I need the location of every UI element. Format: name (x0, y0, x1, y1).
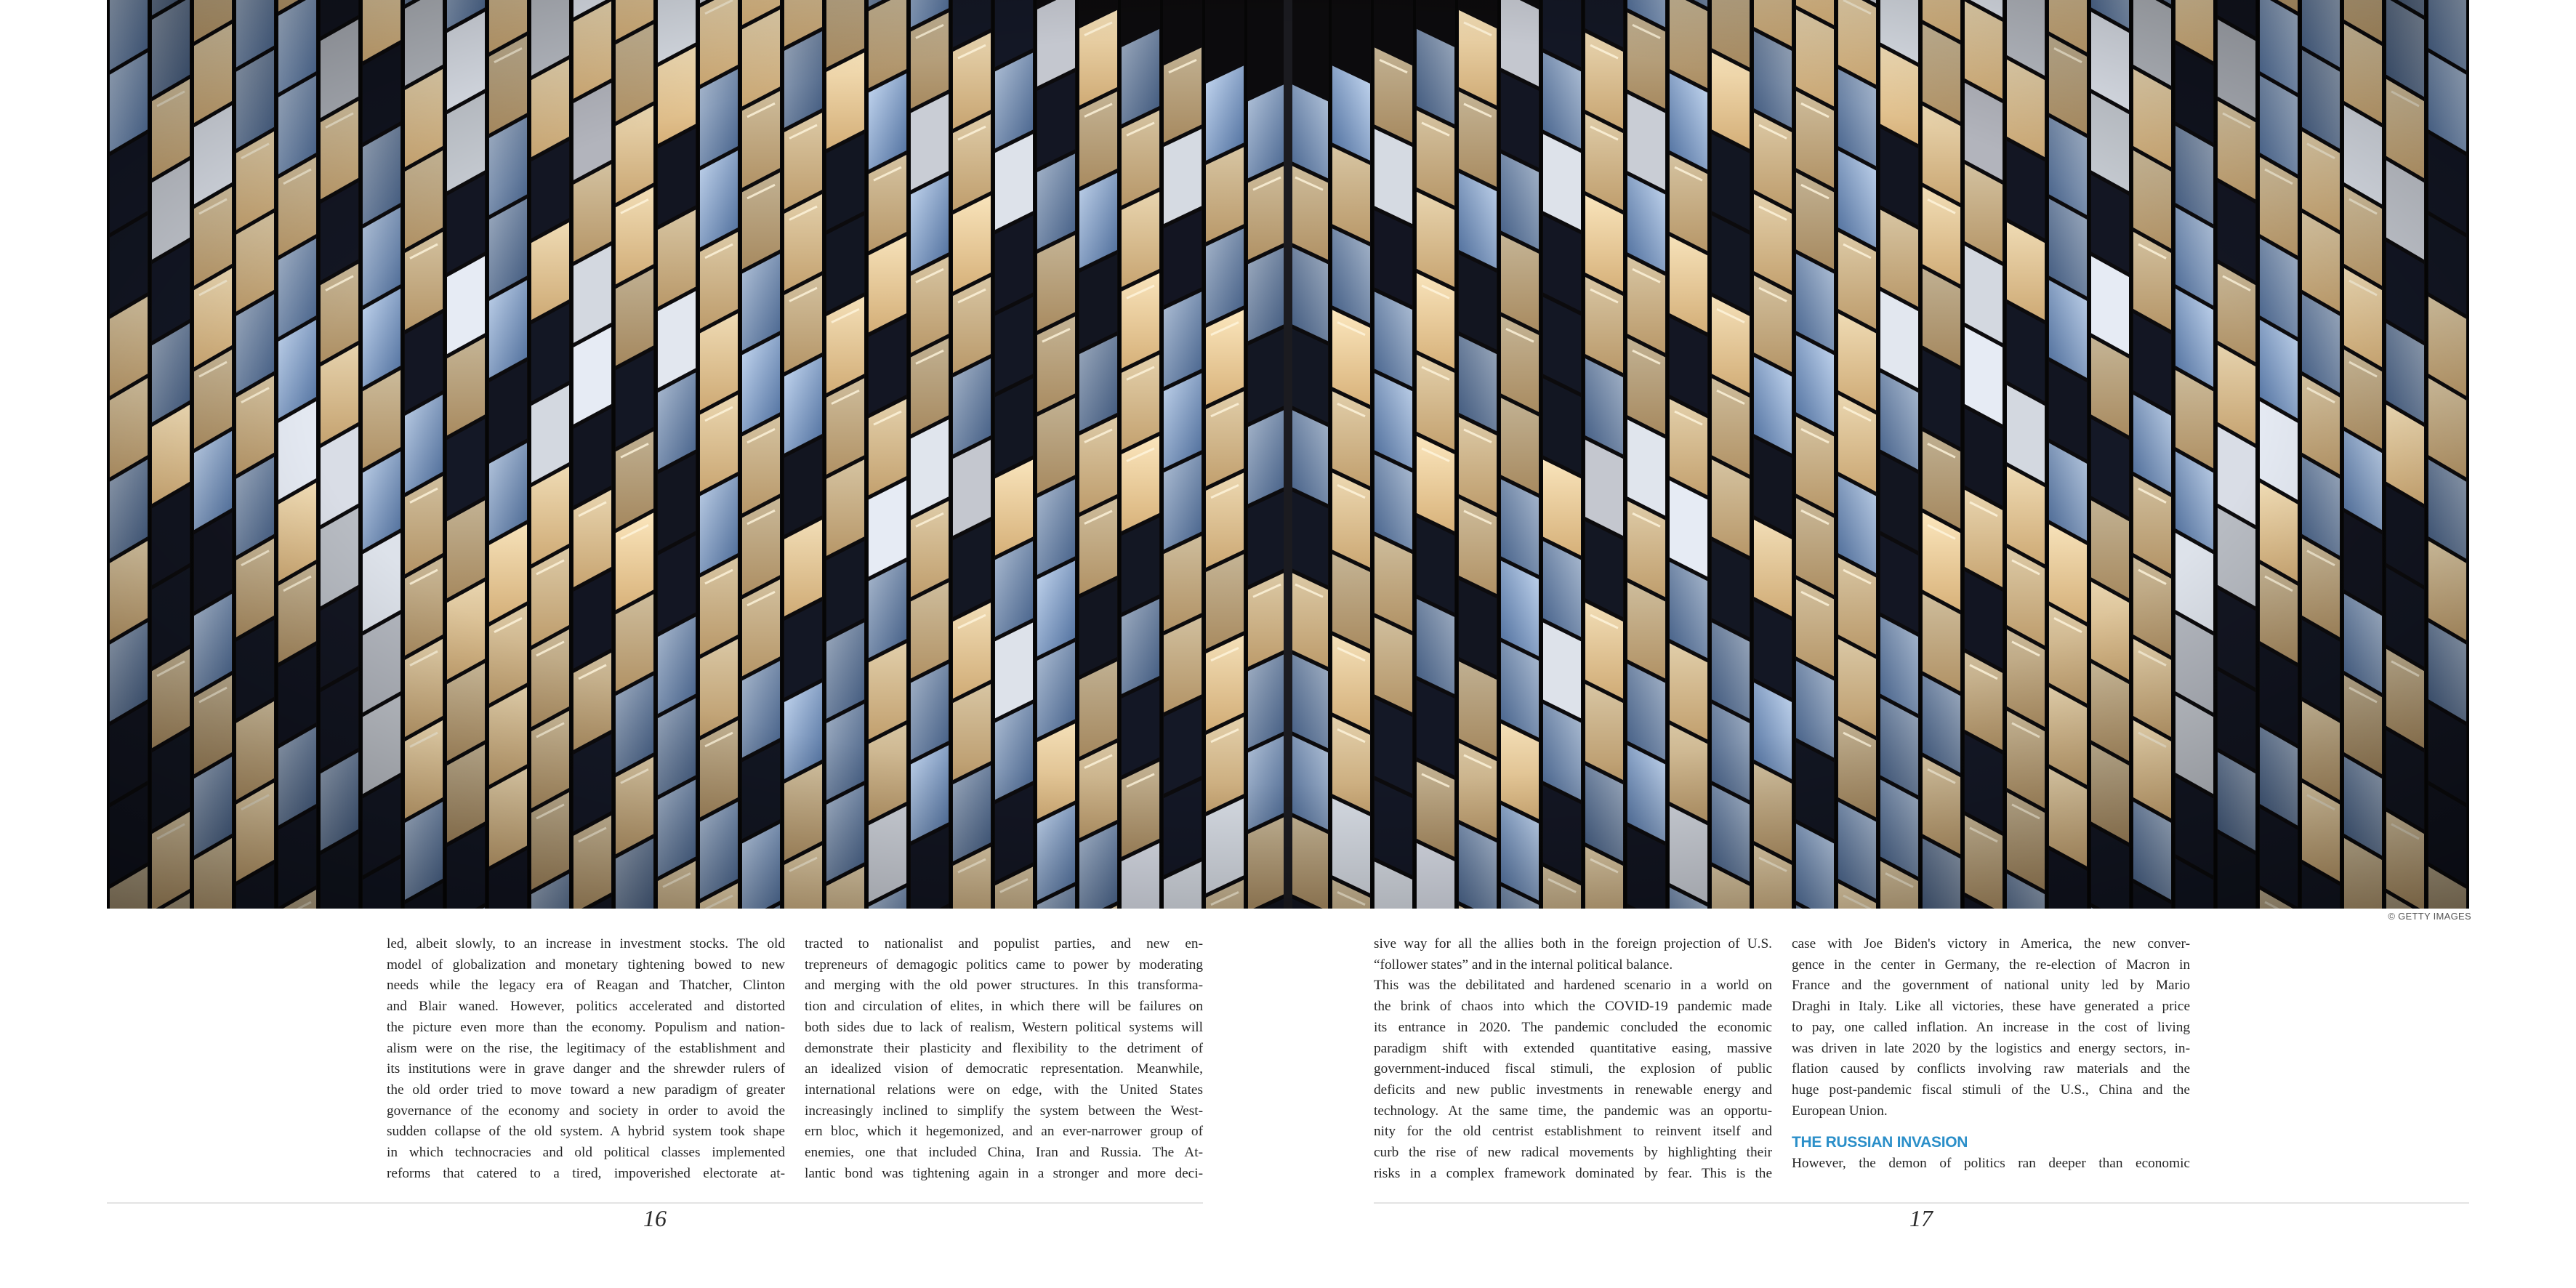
page17-column-1 (1374, 934, 1772, 1184)
text-line: and Blair waned. However, politics accelerated and distorted (387, 999, 785, 1015)
text-line: nity for the old centrist establishment to reinvent itself and (1374, 1124, 1772, 1140)
page-number-right: 17 (1909, 1205, 1933, 1231)
text-line: international relations were on edge, with the United States (805, 1082, 1203, 1098)
text-line: curb the rise of new radical movements by highlighting their (1374, 1145, 1772, 1161)
text-line: deficits and new public investments in renewable energy and (1374, 1082, 1772, 1098)
text-line: to pay, one called inflation. An increase in the cost of living (1792, 1019, 2190, 1035)
text-line: paradigm shift with extended quantitative easing, massive (1374, 1040, 1772, 1056)
text-line: in which technocracies and old political classes implemented (387, 1145, 785, 1161)
page17-column-2 (1792, 934, 2190, 1175)
text-line: lantic bond was tightening again in a stronger and more deci- (805, 1165, 1203, 1181)
text-line: the brink of chaos into which the COVID-19 pandemic made (1374, 999, 1772, 1015)
text-line: and merging with the old power structures. In this transforma- (805, 978, 1203, 994)
text-line: trepreneurs of demagogic politics came to power by moderating (805, 957, 1203, 973)
page16-column-1 (387, 934, 785, 1184)
text-line: enemies, one that included China, Iran and Russia. The At- (805, 1145, 1203, 1161)
section-heading: THE RUSSIAN INVASION (1792, 1134, 1968, 1151)
text-line: needs while the legacy era of Reagan and Thatcher, Clinton (387, 978, 785, 994)
page-number-left: 16 (643, 1205, 667, 1231)
text-line: increasingly inclined to simplify the system between the West- (805, 1103, 1203, 1119)
footer-rule-left (107, 1202, 1203, 1204)
text-line: tracted to nationalist and populist parties, and new en- (805, 936, 1203, 951)
text-line: France and the government of national unity led by Mario (1792, 978, 2190, 994)
text-line: huge post-pandemic fiscal stimuli of the U.S., China and the (1792, 1082, 2190, 1098)
text-line: the picture even more than the economy. Populism and nation- (387, 1019, 785, 1035)
text-line: risks in a complex framework dominated by fear. This is the (1374, 1165, 1772, 1181)
text-line: demonstrate their plasticity and flexibility to the detriment of (805, 1040, 1203, 1056)
text-line: led, albeit slowly, to an increase in investment stocks. The old (387, 936, 785, 951)
page16-column-2 (805, 934, 1203, 1184)
text-line: tion and circulation of elites, in which there will be failures on (805, 999, 1203, 1015)
text-line: both sides due to lack of realism, Western political systems will (805, 1019, 1203, 1035)
text-line: case with Joe Biden's victory in America, the new conver- (1792, 936, 2190, 951)
footer-rule-right (1374, 1202, 2469, 1204)
text-line: governance of the economy and society in order to avoid the (387, 1103, 785, 1119)
text-line: sudden collapse of the old system. A hybrid system took shape (387, 1124, 785, 1140)
text-line: flation caused by conflicts involving raw materials and the (1792, 1061, 2190, 1077)
glass-facade-image (107, 0, 2469, 909)
text-line: gence in the center in Germany, the re-election of Macron in (1792, 957, 2190, 973)
text-line: was driven in late 2020 by the logistics and energy sectors, in- (1792, 1040, 2190, 1056)
text-line: Draghi in Italy. Like all victories, these have generated a price (1792, 999, 2190, 1015)
text-line: “follower states” and in the internal political balance. (1374, 957, 1673, 973)
text-line: technology. At the same time, the pandemic was an opportu- (1374, 1103, 1772, 1119)
text-line: alism were on the rise, the legitimacy of the establishment and (387, 1040, 785, 1056)
text-line: This was the debilitated and hardened scenario in a world on (1374, 978, 1772, 994)
text-line: the old order tried to move toward a new paradigm of greater (387, 1082, 785, 1098)
text-line: its institutions were in grave danger and the shrewder rulers of (387, 1061, 785, 1077)
text-line: sive way for all the allies both in the foreign projection of U.S. (1374, 936, 1772, 951)
hero-photo (107, 0, 2469, 909)
text-line: However, the demon of politics ran deeper than economic (1792, 1156, 2190, 1172)
text-line: model of globalization and monetary tightening bowed to new (387, 957, 785, 973)
text-line: reforms that catered to a tired, impoverished electorate at- (387, 1165, 785, 1181)
text-line: ern bloc, which it hegemonized, and an ever-narrower group of (805, 1124, 1203, 1140)
text-line: its entrance in 2020. The pandemic concluded the economic (1374, 1019, 1772, 1035)
text-line: government-induced fiscal stimuli, the explosion of public (1374, 1061, 1772, 1077)
text-line: European Union. (1792, 1103, 1888, 1119)
text-line: an idealized vision of democratic representation. Meanwhile, (805, 1061, 1203, 1077)
photo-credit: © GETTY IMAGES (2388, 911, 2471, 922)
